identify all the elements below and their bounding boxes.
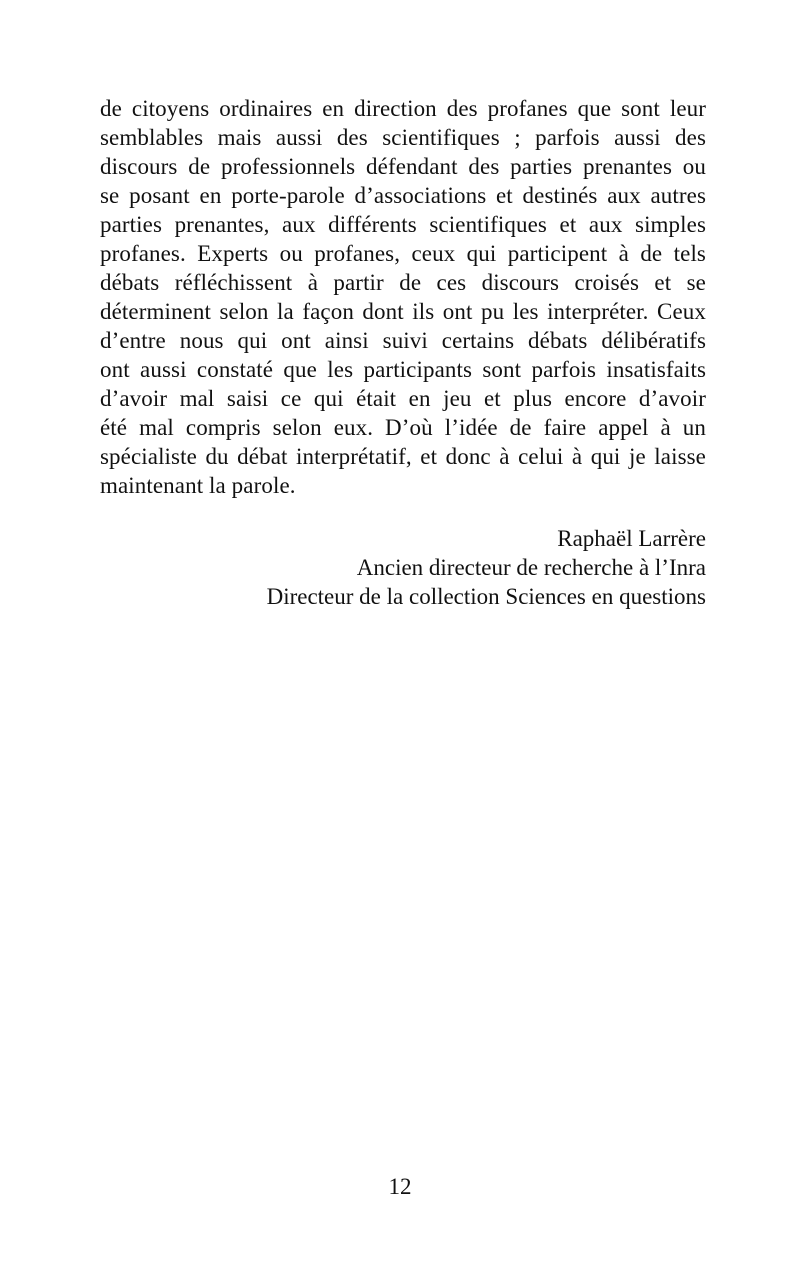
paragraph-line: débats réfléchissent à partir de ces discours croisés et se: [100, 270, 706, 295]
paragraph-last-line: maintenant la parole.: [100, 473, 296, 498]
paragraph-line: déterminent selon la façon dont ils ont pu les interpréter. Ceux: [100, 299, 706, 324]
paragraph-line: de citoyens ordinaires en direction des profanes que sont leur: [100, 96, 706, 121]
paragraph-line: d’entre nous qui ont ainsi suivi certains débats délibératifs: [100, 328, 706, 353]
body-text-block: [100, 94, 706, 611]
page-number: 12: [388, 1174, 412, 1199]
paragraph-line: se posant en porte-parole d’associations et destinés aux autres: [100, 183, 706, 208]
signature-author-name: Raphaël Larrère: [557, 526, 706, 551]
paragraph-line: profanes. Experts ou profanes, ceux qui participent à de tels: [100, 241, 706, 266]
paragraph-line: ont aussi constaté que les participants sont parfois insatisfaits: [100, 357, 706, 382]
paragraph-line: spécialiste du débat interprétatif, et donc à celui à qui je laisse: [100, 444, 706, 469]
signature-author-title: Ancien directeur de recherche à l’Inra: [356, 555, 706, 580]
paragraph-line: d’avoir mal saisi ce qui était en jeu et plus encore d’avoir: [100, 386, 706, 411]
signature-author-role: Directeur de la collection Sciences en questions: [266, 584, 706, 609]
paragraph-line: discours de professionnels défendant des parties prenantes ou: [100, 154, 706, 179]
main-paragraph: [100, 94, 706, 500]
signature-block: [100, 524, 706, 611]
paragraph-line: parties prenantes, aux différents scientifiques et aux simples: [100, 212, 706, 237]
paragraph-line: semblables mais aussi des scientifiques ; parfois aussi des: [100, 125, 706, 150]
paragraph-line: été mal compris selon eux. D’où l’idée de faire appel à un: [100, 415, 706, 440]
